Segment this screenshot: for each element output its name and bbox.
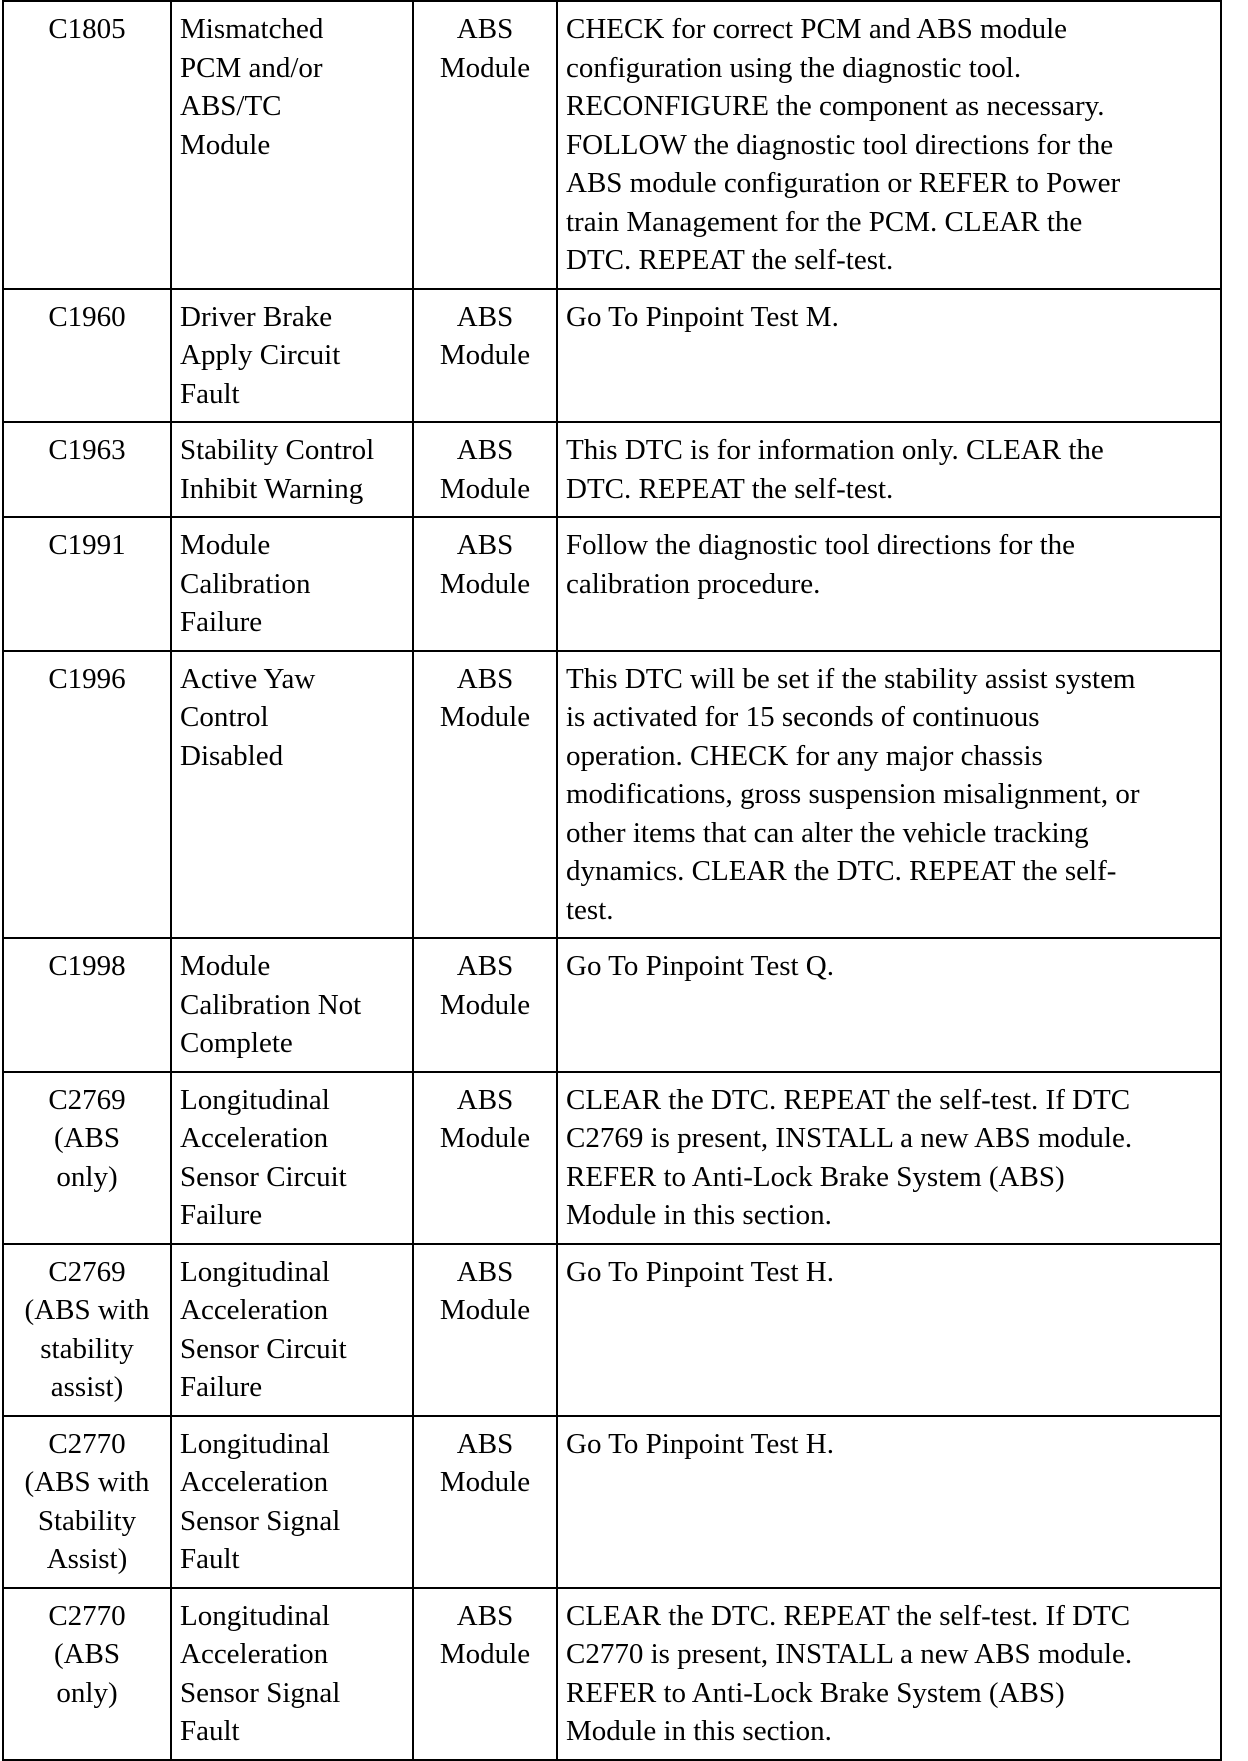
dtc-source-line: ABS — [456, 300, 514, 333]
dtc-source-line: ABS — [456, 950, 514, 982]
dtc-action-line: C2770 is present, INSTALL a new ABS module. — [566, 1638, 1133, 1670]
dtc-code-line: only) — [56, 1160, 118, 1193]
dtc-action-line: is activated for 15 seconds of continuous — [566, 701, 1040, 733]
dtc-action-line: Module in this section. — [566, 1715, 832, 1747]
dtc-source-line: Module — [439, 51, 531, 84]
dtc-source-line: ABS — [456, 1083, 514, 1116]
dtc-code-line: (ABS with — [24, 1294, 150, 1326]
dtc-description-line: Inhibit Warning — [180, 472, 364, 505]
dtc-description-line: Disabled — [180, 739, 284, 772]
dtc-source-cell — [413, 651, 557, 939]
dtc-description-line: Calibration — [180, 567, 311, 600]
dtc-description-line: Complete — [180, 1027, 293, 1059]
dtc-action-line: CHECK for correct PCM and ABS module — [566, 13, 1068, 45]
dtc-action-line: dynamics. CLEAR the DTC. REPEAT the self- — [566, 855, 1117, 887]
dtc-description-cell — [171, 1244, 413, 1416]
dtc-action-line: REFER to Anti-Lock Brake System (ABS) — [566, 1676, 1065, 1709]
dtc-code-cell — [3, 1072, 171, 1244]
dtc-description-cell — [171, 422, 413, 517]
dtc-description-line: Module — [180, 529, 271, 561]
table-row — [3, 1072, 1221, 1244]
dtc-source-line: ABS — [456, 434, 514, 466]
dtc-action-line: test. — [566, 893, 614, 926]
dtc-description-line: Longitudinal — [180, 1083, 330, 1116]
dtc-action-line: REFER to Anti-Lock Brake System (ABS) — [566, 1160, 1065, 1193]
dtc-source-line: ABS — [456, 13, 514, 45]
dtc-action-line: operation. CHECK for any major chassis — [566, 739, 1043, 772]
dtc-code-line: C1991 — [48, 529, 126, 561]
dtc-action-line: DTC. REPEAT the self-test. — [566, 472, 894, 505]
dtc-action-cell — [557, 1588, 1221, 1760]
dtc-description-line: Longitudinal — [180, 1599, 330, 1632]
dtc-description-cell — [171, 651, 413, 939]
dtc-source-line: Module — [439, 1294, 531, 1326]
dtc-action-line: CLEAR the DTC. REPEAT the self-test. If DTC — [566, 1083, 1131, 1116]
dtc-source-line: ABS — [456, 662, 514, 695]
table-row — [3, 289, 1221, 423]
dtc-description-cell — [171, 289, 413, 423]
dtc-code-line: C2770 — [48, 1427, 126, 1460]
dtc-action-line: C2769 is present, INSTALL a new ABS module. — [566, 1122, 1133, 1154]
dtc-action-cell — [557, 1244, 1221, 1416]
dtc-action-line: This DTC will be set if the stability assist system — [566, 662, 1136, 695]
dtc-code-line: stability — [40, 1332, 134, 1365]
dtc-source-cell — [413, 1588, 557, 1760]
dtc-source-cell — [413, 938, 557, 1072]
dtc-description-line: Fault — [180, 1543, 240, 1575]
dtc-action-cell — [557, 422, 1221, 517]
dtc-description-line: Acceleration — [180, 1638, 329, 1670]
dtc-action-line: FOLLOW the diagnostic tool directions for the — [566, 128, 1114, 161]
dtc-description-line: Sensor Circuit — [180, 1332, 347, 1365]
dtc-action-cell — [557, 938, 1221, 1072]
dtc-action-line: train Management for the PCM. CLEAR the — [566, 205, 1083, 238]
dtc-code-line: (ABS with — [24, 1466, 150, 1498]
dtc-action-line: This DTC is for information only. CLEAR the — [566, 434, 1104, 466]
dtc-description-line: Acceleration — [180, 1122, 329, 1154]
dtc-description-line: Failure — [180, 606, 263, 638]
dtc-source-line: ABS — [456, 1599, 514, 1632]
dtc-source-line: Module — [439, 567, 531, 600]
dtc-description-line: Failure — [180, 1199, 263, 1231]
dtc-description-line: Fault — [180, 377, 240, 410]
dtc-code-cell — [3, 651, 171, 939]
dtc-source-cell — [413, 1244, 557, 1416]
dtc-action-line: Go To Pinpoint Test Q. — [566, 950, 834, 982]
dtc-source-line: Module — [439, 339, 531, 371]
table-row — [3, 517, 1221, 651]
dtc-description-cell — [171, 1416, 413, 1588]
dtc-source-cell — [413, 1072, 557, 1244]
dtc-code-cell — [3, 1, 171, 289]
dtc-action-line: CLEAR the DTC. REPEAT the self-test. If DTC — [566, 1599, 1131, 1632]
dtc-description-line: Mismatched — [180, 13, 324, 45]
dtc-description-line: Driver Brake — [180, 300, 333, 333]
dtc-action-line: RECONFIGURE the component as necessary. — [566, 90, 1105, 122]
dtc-code-line: C1805 — [48, 13, 126, 45]
dtc-source-cell — [413, 422, 557, 517]
dtc-code-cell — [3, 1244, 171, 1416]
dtc-description-line: ABS/TC — [180, 90, 282, 122]
dtc-source-cell — [413, 1416, 557, 1588]
dtc-code-cell — [3, 1416, 171, 1588]
dtc-action-line: Follow the diagnostic tool directions for the — [566, 529, 1076, 561]
dtc-description-cell — [171, 1072, 413, 1244]
dtc-table-body — [3, 1, 1221, 1760]
dtc-description-line: Module — [180, 128, 271, 161]
dtc-source-line: ABS — [456, 1427, 514, 1460]
dtc-source-cell — [413, 1, 557, 289]
table-row — [3, 1416, 1221, 1588]
dtc-action-line: Go To Pinpoint Test H. — [566, 1255, 834, 1288]
dtc-code-line: C2769 — [48, 1083, 126, 1116]
dtc-code-cell — [3, 289, 171, 423]
table-row — [3, 422, 1221, 517]
dtc-description-line: Fault — [180, 1715, 240, 1747]
dtc-code-line: (ABS — [53, 1122, 121, 1154]
dtc-description-cell — [171, 517, 413, 651]
dtc-source-line: Module — [439, 1122, 531, 1154]
dtc-action-line: DTC. REPEAT the self-test. — [566, 244, 894, 276]
dtc-description-line: Module — [180, 950, 271, 982]
dtc-action-line: modifications, gross suspension misalignment, or — [566, 778, 1140, 810]
dtc-description-line: Longitudinal — [180, 1255, 330, 1288]
dtc-code-line: C1960 — [48, 300, 126, 333]
dtc-code-line: C2769 — [48, 1255, 126, 1288]
dtc-action-cell — [557, 1072, 1221, 1244]
dtc-action-cell — [557, 651, 1221, 939]
table-row — [3, 651, 1221, 939]
table-row — [3, 1244, 1221, 1416]
dtc-description-cell — [171, 938, 413, 1072]
dtc-table — [2, 0, 1222, 1761]
dtc-description-line: Longitudinal — [180, 1427, 330, 1460]
dtc-description-line: Acceleration — [180, 1466, 329, 1498]
dtc-code-cell — [3, 422, 171, 517]
dtc-source-line: Module — [439, 988, 531, 1021]
dtc-code-line: C2770 — [48, 1599, 126, 1632]
dtc-description-line: Sensor Signal — [180, 1504, 341, 1537]
dtc-code-line: C1996 — [48, 662, 126, 695]
dtc-action-cell — [557, 289, 1221, 423]
table-row — [3, 938, 1221, 1072]
dtc-code-line: assist) — [50, 1371, 124, 1403]
dtc-description-line: Acceleration — [180, 1294, 329, 1326]
dtc-action-cell — [557, 1416, 1221, 1588]
dtc-action-line: Go To Pinpoint Test M. — [566, 300, 839, 333]
table-row — [3, 1, 1221, 289]
dtc-code-line: Assist) — [46, 1543, 128, 1575]
dtc-description-line: Stability Control — [180, 434, 375, 466]
dtc-code-line: Stability — [37, 1504, 137, 1537]
dtc-description-line: PCM and/or — [180, 51, 323, 84]
dtc-action-cell — [557, 1, 1221, 289]
dtc-action-line: Go To Pinpoint Test H. — [566, 1427, 834, 1460]
dtc-description-line: Active Yaw — [180, 662, 316, 695]
dtc-source-line: ABS — [456, 529, 514, 561]
dtc-source-line: Module — [439, 1466, 531, 1498]
dtc-action-cell — [557, 517, 1221, 651]
dtc-description-line: Control — [180, 701, 269, 733]
dtc-source-cell — [413, 289, 557, 423]
dtc-description-line: Sensor Signal — [180, 1676, 341, 1709]
dtc-action-line: other items that can alter the vehicle tracking — [566, 816, 1089, 849]
dtc-description-line: Calibration Not — [180, 988, 362, 1021]
dtc-source-line: ABS — [456, 1255, 514, 1288]
dtc-source-cell — [413, 517, 557, 651]
dtc-source-line: Module — [439, 1638, 531, 1670]
dtc-code-line: C1998 — [48, 950, 126, 982]
dtc-description-cell — [171, 1, 413, 289]
dtc-action-line: calibration procedure. — [566, 567, 821, 600]
dtc-description-line: Failure — [180, 1371, 263, 1403]
dtc-action-line: Module in this section. — [566, 1199, 832, 1231]
dtc-code-line: C1963 — [48, 434, 126, 466]
dtc-description-line: Sensor Circuit — [180, 1160, 347, 1193]
table-row — [3, 1588, 1221, 1760]
dtc-code-cell — [3, 1588, 171, 1760]
dtc-code-cell — [3, 517, 171, 651]
dtc-action-line: configuration using the diagnostic tool. — [566, 51, 1022, 84]
dtc-action-line: ABS module configuration or REFER to Power — [566, 167, 1121, 199]
dtc-source-line: Module — [439, 701, 531, 733]
dtc-description-line: Apply Circuit — [180, 339, 341, 371]
dtc-source-line: Module — [439, 472, 531, 505]
dtc-code-line: only) — [56, 1676, 118, 1709]
dtc-code-cell — [3, 938, 171, 1072]
dtc-description-cell — [171, 1588, 413, 1760]
dtc-code-line: (ABS — [53, 1638, 121, 1670]
